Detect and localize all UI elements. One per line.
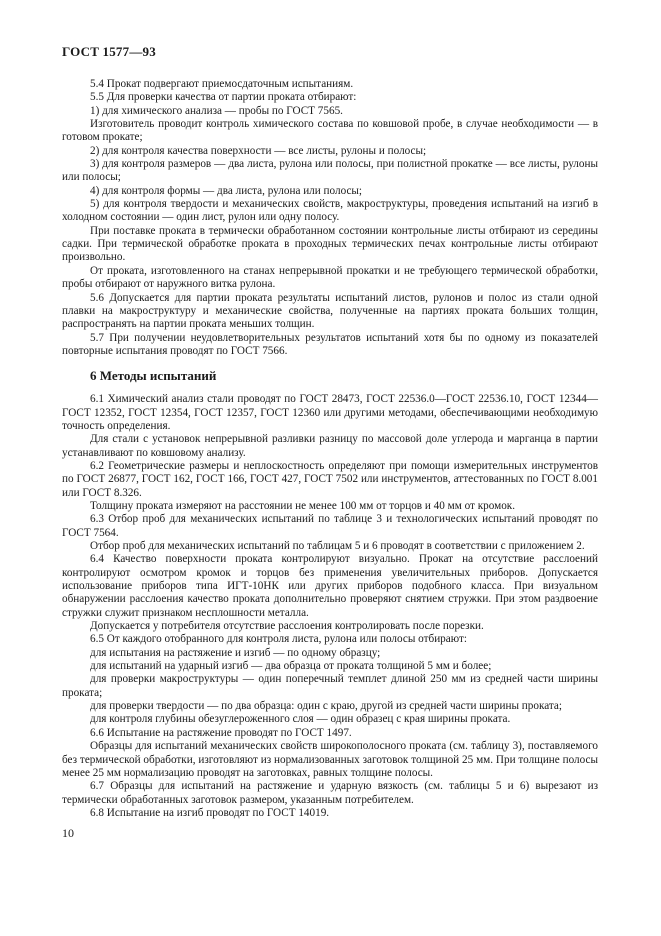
paragraph: 6.7 Образцы для испытаний на растяжение и ударную вязкость (см. таблицы 5 и 6) вырезают из термически обработанных заготовок размером, указанным потребителем. xyxy=(62,780,598,806)
document-body xyxy=(62,78,598,820)
paragraph: От проката, изготовленного на станах непрерывной прокатки и не требующего термической обработки, пробы отбирают от наружного витка рулона. xyxy=(62,264,598,291)
paragraph: При поставке проката в термически обработанном состоянии контрольные листы отбирают из середины садки. При термической обработке проката в проходных термических печах контрольные листы отбирают произвольно. xyxy=(62,224,598,264)
section-title: 6 Методы испытаний xyxy=(90,368,217,384)
paragraph: 6.8 Испытание на изгиб проводят по ГОСТ 14019. xyxy=(90,806,330,819)
paragraph: 6.2 Геометрические размеры и неплоскостность определяют при помощи измерительных инструментов по ГОСТ 26877, ГОСТ 162, ГОСТ 166, ГОСТ 427, ГОСТ 7502 или инструментов, аттестованных по ГОСТ 8.001 или ГОСТ 8.326. xyxy=(62,459,598,499)
paragraph: для проверки твердости — по два образца: один с краю, другой из средней части ширины проката; xyxy=(90,700,562,713)
paragraph: Отбор проб для механических испытаний по таблицам 5 и 6 проводят в соответствии с приложением 2. xyxy=(90,540,585,552)
page-number: 10 xyxy=(62,826,74,840)
paragraph: Толщину проката измеряют на расстоянии не менее 100 мм от торцов и 40 мм от кромок. xyxy=(90,499,516,512)
paragraph: 5.5 Для проверки качества от партии проката отбирают: xyxy=(90,91,357,104)
paragraph: для испытания на растяжение и изгиб — по одному образцу; xyxy=(90,646,381,659)
paragraph: Для стали с установок непрерывной разливки разницу по массовой доле углерода и марганца в партии устанавливают по ковшовому анализу. xyxy=(62,433,598,459)
paragraph: 5) для контроля твердости и механических свойств, макроструктуры, проведения испытаний на изгиб в холодном состоянии — один лист, рулон или одну полосу. xyxy=(62,198,598,224)
paragraph: 2) для контроля качества поверхности — все листы, рулоны и полосы; xyxy=(90,144,427,157)
paragraph: 3) для контроля размеров — два листа, рулона или полосы, при полистной прокатке — все листы, рулоны или полосы; xyxy=(62,158,598,184)
paragraph: 5.4 Прокат подвергают приемосдаточным испытаниям. xyxy=(90,78,354,90)
paragraph: Образцы для испытаний механических свойств широкополосного проката (см. таблицу 3), поставляемого без термической обработки, изготовляют из нормализованных заготовок толщиной 25 мм. При толщине полосы менее 25 мм нормализацию проводят на заготовках, равных толщине полосы. xyxy=(62,740,598,779)
paragraph: 5.7 При получении неудовлетворительных результатов испытаний хотя бы по одному из показателей повторные испытания проводят по ГОСТ 7566. xyxy=(62,331,598,357)
paragraph: 1) для химического анализа — пробы по ГОСТ 7565. xyxy=(90,104,343,117)
paragraph: 6.4 Качество поверхности проката контролируют визуально. Прокат на отсутствие расслоений контролируют осмотром кромок и торцов без применения увеличительных приборов. Допускается использование приборов типа ИГТ-10НК или других приборов подобного класса. При визуальном обнаружении расслоения качество проката дополнительно проверяют снятием стружки. При этом раздвоение стружки служит признаком несплошности металла. xyxy=(62,553,598,619)
paragraph: 4) для контроля формы — два листа, рулона или полосы; xyxy=(90,184,363,197)
paragraph: для испытаний на ударный изгиб — два образца от проката толщиной 5 мм и более; xyxy=(90,660,492,673)
paragraph: 5.6 Допускается для партии проката результаты испытаний листов, рулонов и полос из стали одной плавки на макроструктуру и механические свойства, полученные на партиях проката больших толщин, распространять на партии проката меньших толщин. xyxy=(62,291,598,331)
paragraph: для контроля глубины обезуглероженного слоя — один образец с края ширины проката. xyxy=(90,713,511,726)
paragraph: Допускается у потребителя отсутствие расслоения контролировать после порезки. xyxy=(90,620,484,633)
paragraph: 6.3 Отбор проб для механических испытаний по таблице 3 и технологических испытаний проводят по ГОСТ 7564. xyxy=(62,513,598,539)
paragraph: для проверки макроструктуры — один поперечный темплет длиной 250 мм из средней части ширины проката; xyxy=(62,673,598,699)
paragraph: 6.1 Химический анализ стали проводят по ГОСТ 28473, ГОСТ 22536.0—ГОСТ 22536.10, ГОСТ 12344—ГОСТ 12352, ГОСТ 12354, ГОСТ 12357, ГОСТ 12360 или другими методами, обеспечивающими необходимую точность определения. xyxy=(62,393,598,432)
paragraph: 6.5 От каждого отобранного для контроля листа, рулона или полосы отбирают: xyxy=(90,633,467,646)
paragraph: 6.6 Испытание на растяжение проводят по ГОСТ 1497. xyxy=(90,726,352,739)
paragraph: Изготовитель проводит контроль химического состава по ковшовой пробе, в случае необходимости — в готовом прокате; xyxy=(62,118,598,144)
page-header: ГОСТ 1577—93 xyxy=(62,44,156,59)
